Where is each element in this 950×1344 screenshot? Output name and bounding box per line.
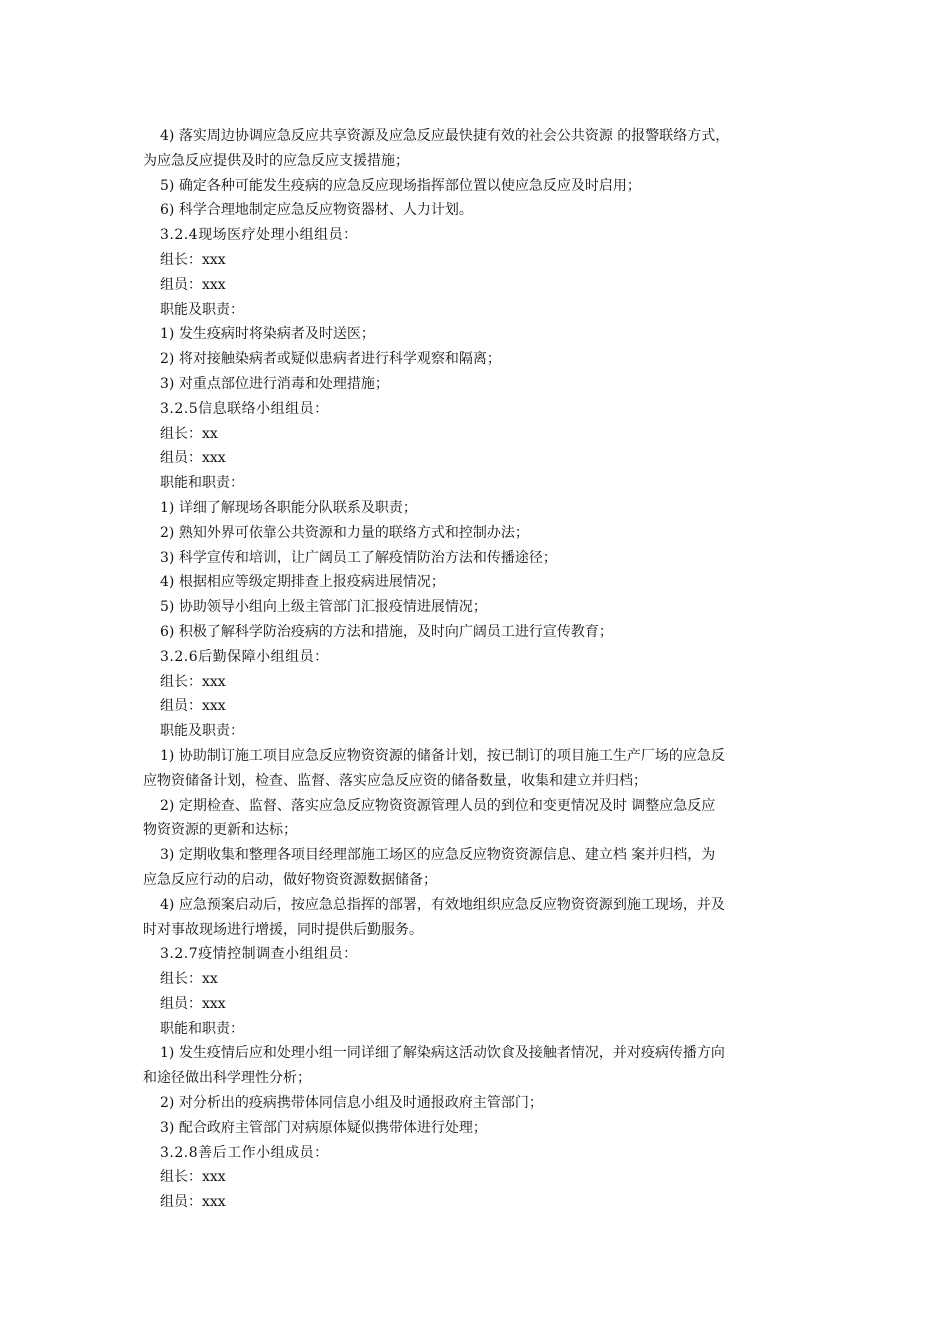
text-line: 为应急反应提供及时的应急反应支援措施； [143, 152, 409, 169]
leader-line: 组长：xxx [160, 1169, 226, 1186]
section-heading: 3.2.5信息联络小组组员： [160, 400, 329, 417]
list-item: 2) 熟知外界可依靠公共资源和力量的联络方式和控制办法； [160, 524, 529, 541]
list-item: 2) 将对接触染病者或疑似患病者进行科学观察和隔离； [160, 351, 501, 368]
member-line: 组员：xxx [160, 450, 226, 467]
section-heading: 3.2.7疫情控制调查小组组员： [160, 946, 358, 963]
leader-line: 组长：xxx [160, 673, 226, 690]
list-item: 3) 配合政府主管部门对病原体疑似携带体进行处理； [160, 1119, 487, 1136]
text-line: 和途径做出科学理性分析； [143, 1070, 311, 1087]
duties-heading: 职能和职责： [160, 475, 244, 492]
section-heading: 3.2.8善后工作小组成员： [160, 1144, 329, 1161]
list-item: 5) 协助领导小组向上级主管部门汇报疫情进展情况； [160, 599, 487, 616]
member-line: 组员：xxx [160, 276, 226, 293]
list-item: 4) 应急预案启动后，按应急总指挥的部署，有效地组织应急反应物资资源到施工现场，并及 [160, 896, 725, 913]
list-item: 3) 科学宣传和培训，让广阔员工了解疫情防治方法和传播途径； [160, 549, 557, 566]
duties-heading: 职能及职责： [160, 723, 244, 740]
list-item: 3) 对重点部位进行消毒和处理措施； [160, 375, 389, 392]
document-body [143, 124, 815, 1215]
member-line: 组员：xxx [160, 995, 226, 1012]
text-line: 时对事故现场进行增援，同时提供后勤服务。 [143, 921, 423, 938]
list-item: 1) 发生疫情后应和处理小组一同详细了解染病这活动饮食及接触者情况，并对疫病传播方向 [160, 1045, 725, 1062]
list-item: 6) 科学合理地制定应急反应物资器材、人力计划。 [160, 202, 473, 219]
list-item: 1) 发生疫病时将染病者及时送医； [160, 326, 375, 343]
section-heading: 3.2.6后勤保障小组组员： [160, 648, 329, 665]
list-item: 1) 协助制订施工项目应急反应物资资源的储备计划，按已制订的项目施工生产厂场的应急反 [160, 747, 725, 764]
list-item: 3) 定期收集和整理各项目经理部施工场区的应急反应物资资源信息、建立档 案并归档，为 [160, 847, 716, 864]
duties-heading: 职能和职责： [160, 1020, 244, 1037]
leader-line: 组长：xxx [160, 251, 226, 268]
member-line: 组员：xxx [160, 698, 226, 715]
member-line: 组员：xxx [160, 1194, 226, 1211]
list-item: 4) 根据相应等级定期排查上报疫病进展情况； [160, 574, 445, 591]
leader-line: 组长：xx [160, 971, 218, 988]
list-item: 6) 积极了解科学防治疫病的方法和措施，及时向广阔员工进行宣传教育； [160, 623, 613, 640]
text-line: 物资资源的更新和达标； [143, 822, 297, 839]
duties-heading: 职能及职责： [160, 301, 244, 318]
list-item: 5) 确定各种可能发生疫病的应急反应现场指挥部位置以使应急反应及时启用； [160, 177, 641, 194]
text-line: 应物资储备计划，检查、监督、落实应急反应资的储备数量，收集和建立并归档； [143, 772, 647, 789]
text-line: 应急反应行动的启动，做好物资资源数据储备； [143, 871, 437, 888]
list-item: 2) 定期检查、监督、落实应急反应物资资源管理人员的到位和变更情况及时 调整应急反应 [160, 797, 716, 814]
list-item: 4) 落实周边协调应急反应共享资源及应急反应最快捷有效的社会公共资源 的报警联络方式， [160, 128, 730, 144]
list-item: 2) 对分析出的疫病携带体同信息小组及时通报政府主管部门； [160, 1095, 543, 1112]
list-item: 1) 详细了解现场各职能分队联系及职责； [160, 499, 417, 516]
leader-line: 组长：xx [160, 425, 218, 442]
section-heading: 3.2.4现场医疗处理小组组员： [160, 227, 358, 244]
